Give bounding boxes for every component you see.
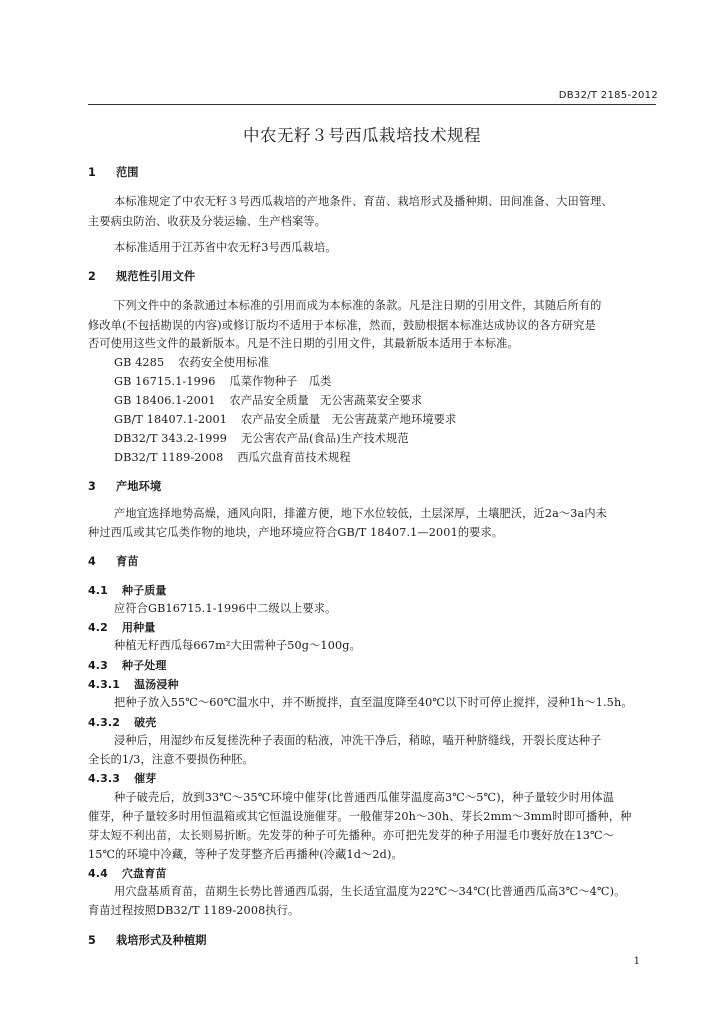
- section-number: 3: [88, 480, 96, 493]
- page-number: 1: [633, 956, 640, 967]
- paragraph-line: 把种子放入55℃～60℃温水中，并不断搅拌，直至温度降至40℃以下时可停止搅拌，浸种1h～1.5h。: [114, 696, 633, 709]
- reference-item: [114, 392, 422, 408]
- section-1-heading: [88, 164, 139, 180]
- header-rule: [88, 104, 656, 105]
- subsection-title: 温汤浸种: [134, 678, 179, 691]
- subsection-number: 4.1: [88, 584, 108, 597]
- section-title: 范围: [115, 166, 139, 179]
- reference-name: 西瓜穴盘育苗技术规程: [237, 451, 351, 464]
- paragraph-line: 本标准规定了中农无籽３号西瓜栽培的产地条件、育苗、栽培形式及播种期、田间准备、大田管理、: [114, 195, 613, 208]
- reference-code: GB 18406.1-2001: [114, 394, 216, 407]
- reference-item: [114, 449, 351, 465]
- subsection-4-4-heading: [88, 865, 167, 881]
- subsection-title: 破壳: [134, 716, 157, 729]
- reference-item: [114, 373, 332, 389]
- standard-code: DB32/T 2185-2012: [558, 90, 658, 101]
- subsection-4-3-3-heading: [88, 770, 156, 786]
- section-4-heading: [88, 553, 139, 569]
- section-title: 育苗: [115, 555, 139, 568]
- paragraph-line: 15℃的环境中冷藏，等种子发芽整齐后再播种(冷藏1d～2d)。: [88, 848, 403, 861]
- subsection-4-2-heading: [88, 619, 155, 635]
- section-title: 产地环境: [115, 480, 162, 493]
- reference-code: GB 16715.1-1996: [114, 375, 216, 388]
- section-5-heading: [88, 932, 207, 948]
- paragraph-line: 浸种后，用湿纱布反复搓洗种子表面的粘液，冲洗干净后，稍晾，嗑开种脐缝线，开裂长度达种子: [114, 734, 602, 747]
- section-2-heading: [88, 268, 195, 284]
- paragraph-line: 用穴盘基质育苗，苗期生长势比普通西瓜弱，生长适宜温度为22℃～34℃(比普通西瓜高3℃～4℃)。: [114, 885, 626, 898]
- reference-name: 农药安全使用标准: [178, 356, 269, 369]
- subsection-title: 种子质量: [121, 584, 167, 597]
- reference-name: 农产品安全质量 无公害蔬菜安全要求: [229, 394, 423, 407]
- paragraph-line: 修改单(不包括勘误的内容)或修订版均不适用于本标准，然而，鼓励根据本标准达成协议的各方研究是: [88, 319, 596, 332]
- subsection-number: 4.2: [88, 621, 108, 634]
- paragraph-line: 下列文件中的条款通过本标准的引用而成为本标准的条款。凡是注日期的引用文件，其随后所有的: [114, 299, 602, 312]
- reference-code: GB/T 18407.1-2001: [114, 413, 228, 426]
- reference-code: DB32/T 1189-2008: [114, 451, 224, 464]
- paragraph-line: 全长的1/3，注意不要损伤种胚。: [88, 753, 254, 766]
- paragraph-line: 产地宜选择地势高燥，通风向阳，排灌方便，地下水位较低，土层深厚，土壤肥沃，近2a～3a内未: [114, 507, 608, 520]
- reference-item: [114, 354, 269, 370]
- reference-name: 无公害农产品(食品)生产技术规范: [241, 432, 409, 445]
- section-number: 4: [88, 555, 96, 568]
- section-title: 栽培形式及种植期: [115, 934, 207, 947]
- section-title: 规范性引用文件: [115, 270, 196, 283]
- paragraph-line: 主要病虫防治、收获及分装运输、生产档案等。: [88, 215, 327, 228]
- subsection-4-3-2-heading: [88, 714, 156, 730]
- subsection-4-3-heading: [88, 657, 167, 673]
- paragraph-line: 否可使用这些文件的最新版本。凡是不注日期的引用文件，其最新版本适用于本标准。: [88, 337, 519, 350]
- subsection-title: 催芽: [134, 772, 157, 785]
- section-number: 2: [88, 270, 96, 283]
- reference-name: 农产品安全质量 无公害蔬菜产地环境要求: [241, 413, 457, 426]
- reference-code: GB 4285: [114, 356, 165, 369]
- paragraph-line: 种植无籽西瓜每667m²大田需种子50g～100g。: [114, 639, 361, 652]
- section-3-heading: [88, 478, 161, 494]
- subsection-4-3-1-heading: [88, 676, 179, 692]
- paragraph-line: 种子破壳后，放到33℃～35℃环境中催芽(比普通西瓜催芽温度高3℃～5℃)，种子量较少时用体温: [114, 791, 615, 804]
- reference-item: [114, 430, 409, 446]
- subsection-number: 4.3.3: [88, 772, 121, 785]
- paragraph-line: 催芽，种子量较多时用恒温箱或其它恒温设施催芽。一般催芽20h～30h、芽长2mm～3mm时即可播种，种: [88, 810, 632, 823]
- document-title: 中农无籽３号西瓜栽培技术规程: [243, 126, 481, 145]
- reference-item: [114, 411, 456, 427]
- subsection-title: 用种量: [121, 621, 156, 634]
- subsection-number: 4.3: [88, 659, 108, 672]
- paragraph-line: 育苗过程按照DB32/T 1189-2008执行。: [88, 904, 300, 917]
- paragraph-line: 应符合GB16715.1-1996中二级以上要求。: [114, 602, 337, 615]
- reference-code: DB32/T 343.2-1999: [114, 432, 228, 445]
- reference-name: 瓜菜作物种子 瓜类: [229, 375, 332, 388]
- subsection-title: 穴盘育苗: [121, 867, 167, 880]
- section-number: 1: [88, 166, 96, 179]
- subsection-title: 种子处理: [121, 659, 167, 672]
- subsection-number: 4.4: [88, 867, 108, 880]
- paragraph-line: 种过西瓜或其它瓜类作物的地块，产地环境应符合GB/T 18407.1—2001的要求。: [88, 526, 504, 539]
- section-number: 5: [88, 934, 96, 947]
- subsection-4-1-heading: [88, 582, 167, 598]
- subsection-number: 4.3.2: [88, 716, 121, 729]
- paragraph-line: 芽太短不利出苗，太长则易折断。先发芽的种子可先播种。亦可把先发芽的种子用湿毛巾裹好放在13℃～: [88, 829, 615, 842]
- subsection-number: 4.3.1: [88, 678, 121, 691]
- paragraph-line: 本标准适用于江苏省中农无籽3号西瓜栽培。: [114, 241, 337, 254]
